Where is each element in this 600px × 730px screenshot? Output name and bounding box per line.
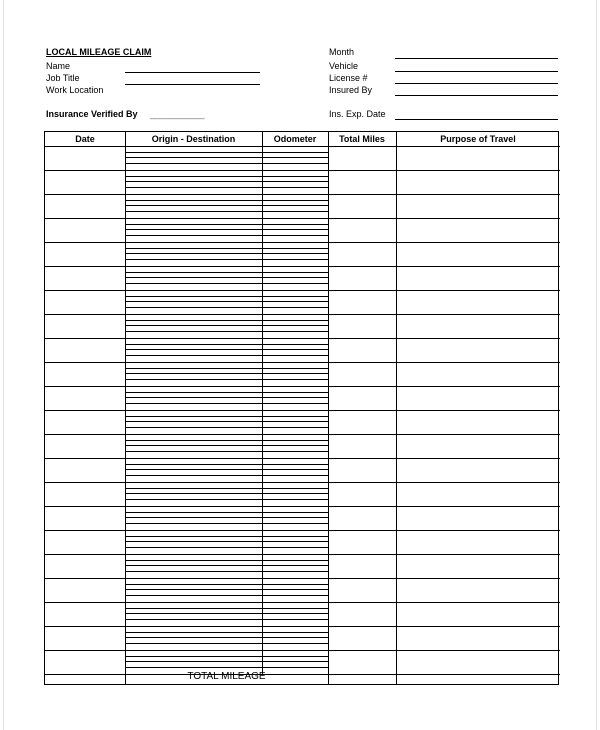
origin-odometer-subline <box>125 163 328 164</box>
row-divider <box>45 578 560 579</box>
row-divider <box>45 554 560 555</box>
page-edge-right <box>596 0 597 730</box>
origin-odometer-subline <box>125 661 328 662</box>
row-divider <box>45 482 560 483</box>
origin-odometer-subline <box>125 235 328 236</box>
row-divider <box>45 626 560 627</box>
origin-odometer-subline <box>125 632 328 633</box>
origin-odometer-subline <box>125 259 328 260</box>
origin-odometer-subline <box>125 272 328 273</box>
origin-odometer-subline <box>125 187 328 188</box>
row-divider <box>45 242 560 243</box>
origin-odometer-subline <box>125 571 328 572</box>
job-title-field[interactable] <box>125 72 260 73</box>
insured-by-label: Insured By <box>329 85 373 95</box>
origin-odometer-subline <box>125 301 328 302</box>
header-date: Date <box>75 134 95 144</box>
origin-odometer-subline <box>125 512 328 513</box>
row-divider <box>45 194 560 195</box>
origin-odometer-subline <box>125 320 328 321</box>
vehicle-field[interactable] <box>395 71 558 72</box>
origin-odometer-subline <box>125 499 328 500</box>
origin-odometer-subline <box>125 667 328 668</box>
job-title-label: Job Title <box>46 73 80 83</box>
row-divider <box>45 266 560 267</box>
vehicle-label: Vehicle <box>329 61 359 71</box>
origin-odometer-subline <box>125 181 328 182</box>
origin-odometer-subline <box>125 224 328 225</box>
license-field[interactable] <box>395 83 558 84</box>
work-location-field[interactable] <box>125 84 260 85</box>
origin-odometer-subline <box>125 421 328 422</box>
row-divider <box>45 170 560 171</box>
origin-odometer-subline <box>125 325 328 326</box>
origin-odometer-subline <box>125 403 328 404</box>
total-mileage-label: TOTAL MILEAGE <box>187 671 266 682</box>
insurance-verified-field[interactable]: ____________ <box>150 109 205 119</box>
work-location-label: Work Location <box>46 85 104 95</box>
header-origin-destination: Origin - Destination <box>151 134 236 144</box>
form-title: LOCAL MILEAGE CLAIM <box>46 47 152 57</box>
origin-odometer-subline <box>125 248 328 249</box>
origin-odometer-subline <box>125 541 328 542</box>
origin-odometer-subline <box>125 296 328 297</box>
origin-odometer-subline <box>125 451 328 452</box>
origin-odometer-subline <box>125 584 328 585</box>
header-total-miles: Total Miles <box>339 134 385 144</box>
origin-odometer-subline <box>125 656 328 657</box>
origin-odometer-subline <box>125 200 328 201</box>
row-divider <box>45 458 560 459</box>
row-divider <box>45 506 560 507</box>
origin-odometer-subline <box>125 445 328 446</box>
origin-odometer-subline <box>125 488 328 489</box>
origin-odometer-subline <box>125 547 328 548</box>
origin-odometer-subline <box>125 536 328 537</box>
origin-odometer-subline <box>125 464 328 465</box>
origin-odometer-subline <box>125 613 328 614</box>
origin-odometer-subline <box>125 152 328 153</box>
origin-odometer-subline <box>125 368 328 369</box>
origin-odometer-subline <box>125 493 328 494</box>
origin-odometer-subline <box>125 589 328 590</box>
origin-odometer-subline <box>125 440 328 441</box>
origin-odometer-subline <box>125 416 328 417</box>
origin-odometer-subline <box>125 619 328 620</box>
origin-odometer-subline <box>125 157 328 158</box>
ins-exp-date-label: Ins. Exp. Date <box>329 109 386 119</box>
origin-odometer-subline <box>125 475 328 476</box>
insurance-verified-label: Insurance Verified By <box>46 109 138 119</box>
origin-odometer-subline <box>125 392 328 393</box>
row-divider <box>45 362 560 363</box>
origin-odometer-subline <box>125 397 328 398</box>
origin-odometer-subline <box>125 373 328 374</box>
header-purpose-of-travel: Purpose of Travel <box>440 134 516 144</box>
row-divider <box>45 218 560 219</box>
origin-odometer-subline <box>125 517 328 518</box>
page-edge-left <box>3 0 4 730</box>
origin-odometer-subline <box>125 643 328 644</box>
origin-odometer-subline <box>125 595 328 596</box>
row-divider <box>45 434 560 435</box>
origin-odometer-subline <box>125 355 328 356</box>
origin-odometer-subline <box>125 229 328 230</box>
row-divider <box>45 338 560 339</box>
ins-exp-date-field[interactable] <box>395 119 558 120</box>
insured-by-field[interactable] <box>395 95 558 96</box>
origin-odometer-subline <box>125 283 328 284</box>
row-divider <box>45 386 560 387</box>
mileage-table <box>44 131 559 685</box>
origin-odometer-subline <box>125 379 328 380</box>
origin-odometer-subline <box>125 608 328 609</box>
origin-odometer-subline <box>125 331 328 332</box>
header-odometer: Odometer <box>273 134 317 144</box>
row-divider <box>45 602 560 603</box>
origin-odometer-subline <box>125 560 328 561</box>
origin-odometer-subline <box>125 344 328 345</box>
month-label: Month <box>329 47 355 57</box>
name-label: Name <box>46 61 71 71</box>
origin-odometer-subline <box>125 211 328 212</box>
license-label: License # <box>329 73 368 83</box>
origin-odometer-subline <box>125 307 328 308</box>
origin-odometer-subline <box>125 253 328 254</box>
row-divider <box>45 410 560 411</box>
origin-odometer-subline <box>125 469 328 470</box>
origin-odometer-subline <box>125 637 328 638</box>
origin-odometer-subline <box>125 565 328 566</box>
row-divider <box>45 314 560 315</box>
header-divider <box>45 146 560 147</box>
origin-odometer-subline <box>125 277 328 278</box>
origin-odometer-subline <box>125 523 328 524</box>
origin-odometer-subline <box>125 427 328 428</box>
origin-odometer-subline <box>125 205 328 206</box>
row-divider <box>45 290 560 291</box>
row-divider <box>45 650 560 651</box>
origin-odometer-subline <box>125 176 328 177</box>
month-field[interactable] <box>395 58 558 59</box>
origin-odometer-subline <box>125 349 328 350</box>
row-divider <box>45 530 560 531</box>
